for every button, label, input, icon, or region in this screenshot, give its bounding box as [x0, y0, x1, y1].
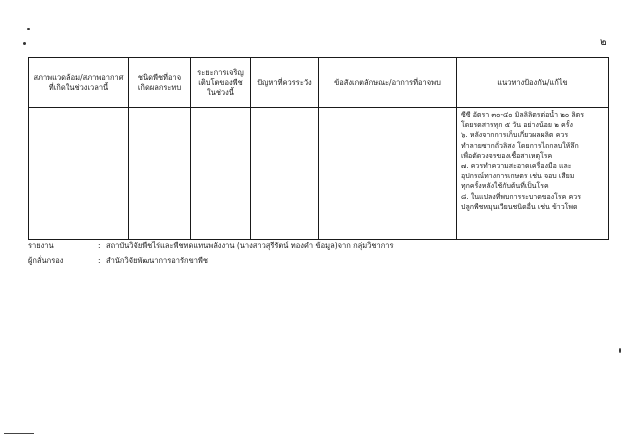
- header-environment: สภาพแวดล้อม/สภาพอากาศที่เกิดในช่วงเวลานี้: [29, 58, 129, 108]
- reporter-value: สถาบันวิจัยพืชไร่และพืชทดแทนพลังงาน (นางสาวสุรีรัตน์ ทองคำ ข้อมูล)จาก กลุ่มวิชาการ: [106, 241, 394, 250]
- remedy-line: ซีซี อัตรา ๓๐-๔๐ มิลลิลิตรต่อน้ำ ๒๐ ลิตร: [461, 111, 584, 119]
- cell-growth-stage: [191, 108, 251, 240]
- footer-reporter: [28, 241, 394, 251]
- advisory-table: [28, 57, 609, 240]
- header-growth-stage: ระยะการเจริญเติบโตของพืชในช่วงนี้: [191, 58, 251, 108]
- remedy-line: ๘. ในแปลงที่พบการระบาดของโรค ควร: [461, 192, 581, 201]
- cell-plant-type: [129, 108, 191, 240]
- cell-environment: [29, 108, 129, 240]
- remedy-line: ปลูกพืชหมุนเวียนชนิดอื่น เช่น ข้าวโพด: [461, 202, 578, 211]
- remedy-line: ทุกครั้งหลังใช้กับต้นที่เป็นโรค: [461, 182, 549, 191]
- footer-reviewer: [28, 256, 208, 266]
- remedy-line: ๖. หลังจากการเก็บเกี่ยวผลผลิต ควร: [461, 131, 569, 140]
- reviewer-label: ผู้กลั่นกรอง: [28, 256, 64, 265]
- header-plant-type: ชนิดพืชที่อาจเกิดผลกระทบ: [129, 58, 191, 108]
- scan-edge-line: [4, 433, 34, 434]
- remedy-line: ทำลายซากถั่วลิสง โดยการไถกลบให้ลึก: [461, 141, 579, 150]
- remedy-line: เพื่อตัดวงจรของเชื้อสาเหตุโรค: [461, 151, 553, 160]
- reporter-label: รายงาน: [28, 241, 54, 250]
- remedy-line: อุปกรณ์ทางการเกษตร เช่น จอบ เสียม: [461, 172, 575, 181]
- table-header-row: [29, 58, 609, 108]
- cell-remedy: [457, 108, 609, 240]
- header-problems: ปัญหาที่ควรระวัง: [251, 58, 319, 108]
- header-symptoms: ข้อสังเกตลักษณะ/อาการที่อาจพบ: [319, 58, 457, 108]
- header-remedy: แนวทางป้องกัน/แก้ไข: [457, 58, 609, 108]
- remedy-line: ๗. ควรทำความสะอาดเครื่องมือ และ: [461, 162, 572, 171]
- cell-symptoms: [319, 108, 457, 240]
- remedy-line: โดยรดสารทุก ๕ วัน อย่างน้อย ๒ ครั้ง: [461, 121, 573, 130]
- cell-problems: [251, 108, 319, 240]
- table-row: [29, 108, 609, 240]
- page-number: ๒: [600, 37, 607, 48]
- reviewer-value: สำนักวิจัยพัฒนาการอารักขาพืช: [106, 256, 208, 265]
- reporter-colon: :: [98, 241, 101, 250]
- reviewer-colon: :: [98, 256, 101, 265]
